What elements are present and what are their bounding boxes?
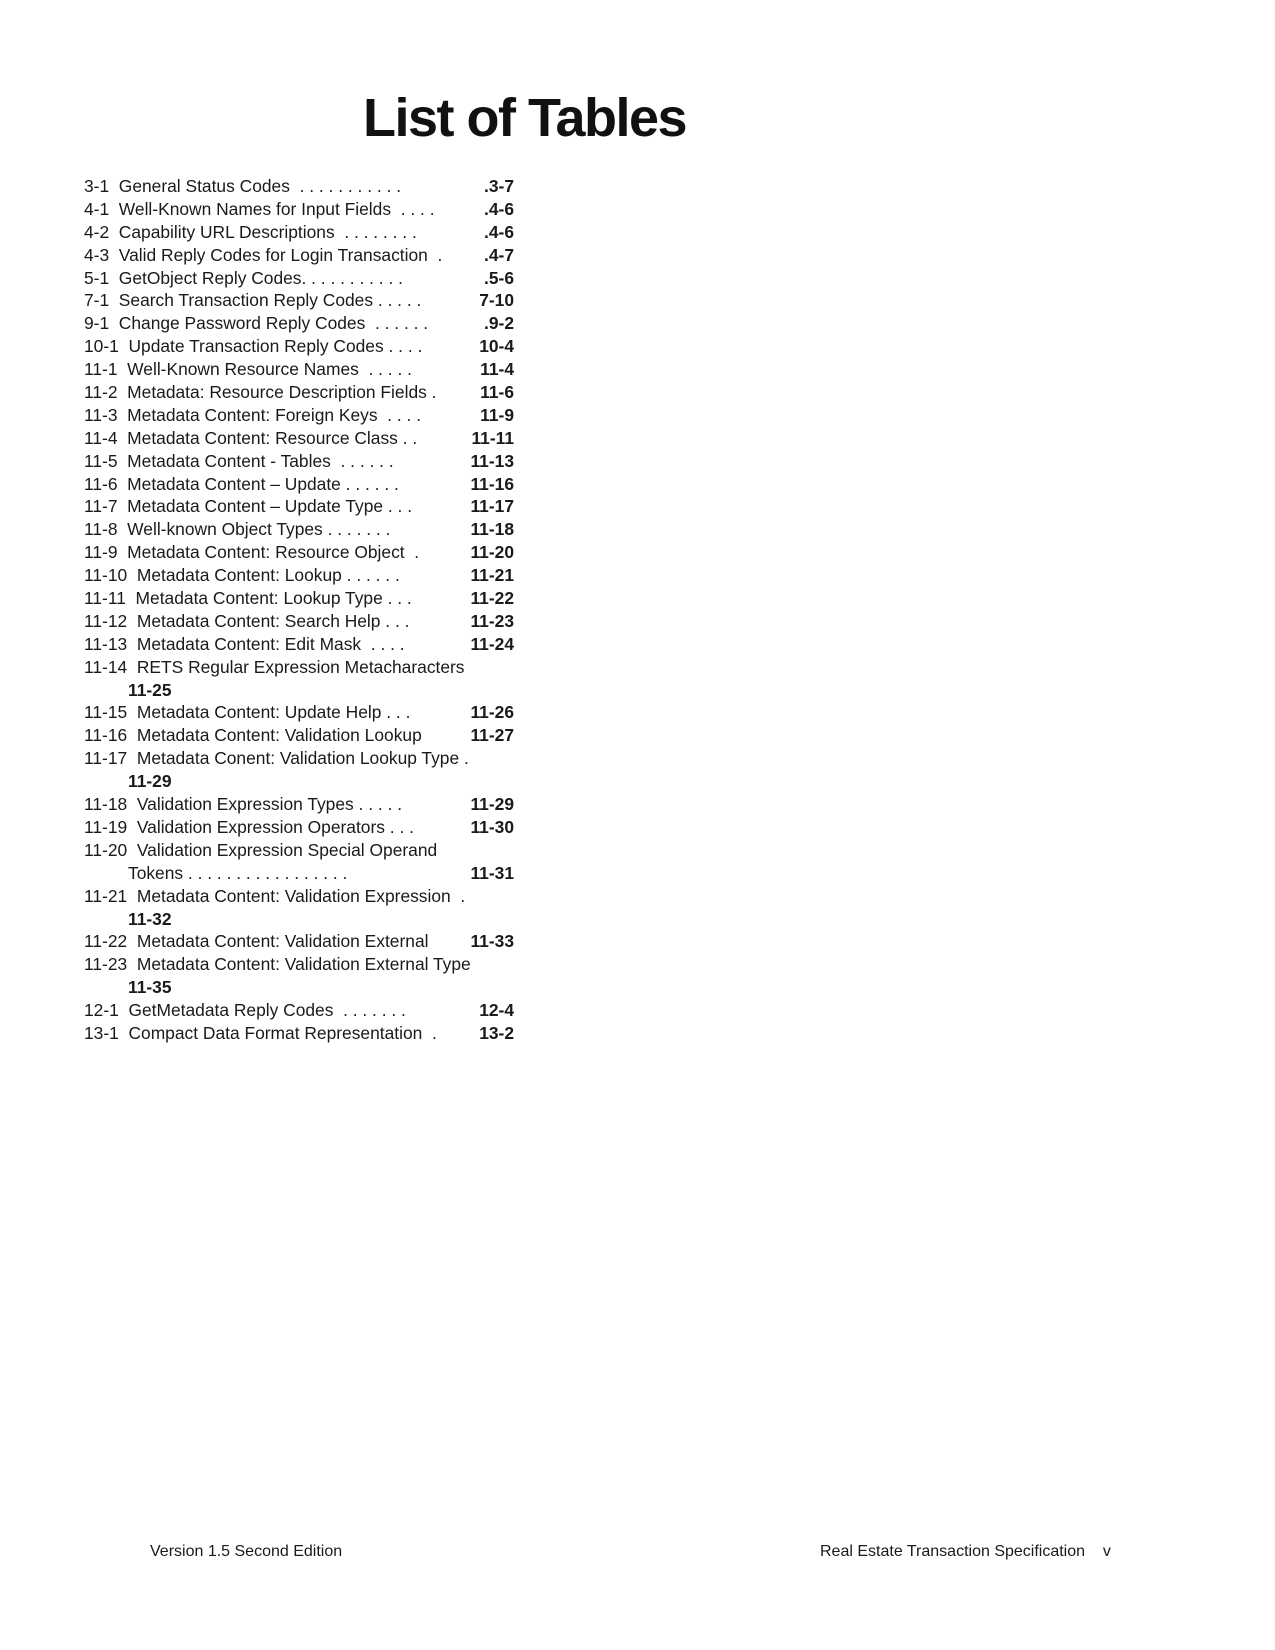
toc-entry-page-number: 11-22 (470, 588, 514, 609)
toc-entry-page-number: 11-26 (470, 702, 514, 723)
toc-entry-title: 7-1 Search Transaction Reply Codes . . . . . (84, 290, 422, 311)
toc-entry[interactable] (84, 656, 514, 679)
toc-entry[interactable] (84, 427, 514, 450)
toc-entry[interactable] (84, 358, 514, 381)
toc-entry-title: 4-2 Capability URL Descriptions . . . . . . . . (84, 221, 417, 242)
toc-entry-page-number: .4-6 (484, 221, 514, 242)
toc-entry[interactable] (84, 244, 514, 267)
toc-entry-title: 11-18 Validation Expression Types . . . . . (84, 794, 403, 815)
toc-entry-title: 11-11 Metadata Content: Lookup Type . . . (84, 588, 412, 609)
toc-entry-title: 11-3 Metadata Content: Foreign Keys . . . . (84, 404, 422, 425)
toc-entry[interactable] (84, 404, 514, 427)
toc-entry[interactable] (84, 908, 514, 931)
toc-entry-page-number: .3-7 (484, 176, 514, 196)
toc-entry-title: 11-15 Metadata Content: Update Help . . . (84, 702, 411, 723)
toc-entry[interactable] (84, 198, 514, 221)
toc-entry[interactable] (84, 679, 514, 702)
toc-entry-title: 11-9 Metadata Content: Resource Object . (84, 542, 420, 563)
toc-entry-page-number: 11-33 (470, 931, 514, 952)
toc-entry[interactable] (84, 267, 514, 290)
toc-entry-title: 4-3 Valid Reply Codes for Login Transaction . (84, 244, 443, 265)
toc-entry[interactable] (84, 747, 514, 770)
toc-entry-title: 12-1 GetMetadata Reply Codes . . . . . . . (84, 1000, 406, 1021)
toc-entry-title: 10-1 Update Transaction Reply Codes . . . . (84, 336, 423, 357)
toc-entry-page-number: 11-9 (480, 404, 514, 425)
toc-entry-page-number: 12-4 (479, 1000, 514, 1021)
toc-entry[interactable] (84, 839, 514, 862)
toc-entry-title: 5-1 GetObject Reply Codes. . . . . . . . . . . (84, 267, 403, 288)
toc-entry[interactable] (84, 816, 514, 839)
toc-entry[interactable] (84, 724, 514, 747)
toc-entry[interactable] (84, 289, 514, 312)
toc-entry[interactable] (84, 541, 514, 564)
toc-entry[interactable] (84, 495, 514, 518)
toc-entry-page-number: 11-23 (470, 610, 514, 631)
toc-entry[interactable] (84, 610, 514, 633)
toc-entry-page-number: 13-2 (479, 1022, 514, 1043)
toc-entry-page-number: 11-29 (470, 794, 514, 815)
toc-entry-page-number: 11-21 (470, 565, 514, 586)
toc-entry[interactable] (84, 564, 514, 587)
toc-entry-title: 11-4 Metadata Content: Resource Class . . (84, 427, 418, 448)
toc-entry[interactable] (84, 862, 514, 885)
toc-entry[interactable] (84, 587, 514, 610)
toc-entry-title: 3-1 General Status Codes . . . . . . . . . . . (84, 176, 402, 196)
toc-entry-page-number: 11-27 (470, 725, 514, 746)
toc-entry-title: 11-22 Metadata Content: Validation External (84, 931, 429, 952)
toc-entry-page-number: 11-25 (128, 679, 172, 700)
toc-entry[interactable] (84, 930, 514, 953)
toc-entry-page-number: .4-6 (484, 198, 514, 219)
toc-entry-title: 11-14 RETS Regular Expression Metacharacters (84, 656, 465, 677)
toc-entry-title: 11-8 Well-known Object Types . . . . . . . (84, 519, 391, 540)
toc-entry-title: 11-13 Metadata Content: Edit Mask . . . . (84, 633, 405, 654)
toc-entry-title: 11-19 Validation Expression Operators . . . (84, 816, 414, 837)
toc-entry-page-number: 11-11 (471, 427, 514, 448)
toc-entry-title: 11-17 Metadata Conent: Validation Lookup Type . (84, 748, 469, 769)
toc-entry-page-number: 11-29 (128, 771, 172, 792)
toc-entry-title: 11-21 Metadata Content: Validation Expression . (84, 885, 466, 906)
toc-entry-page-number: 7-10 (479, 290, 514, 311)
toc-entry-page-number: 11-30 (470, 816, 514, 837)
toc-entry[interactable] (84, 450, 514, 473)
toc-entry-page-number: 11-32 (128, 908, 172, 929)
toc-entry[interactable] (84, 953, 514, 976)
toc-entry[interactable] (84, 633, 514, 656)
toc-entry[interactable] (84, 175, 514, 198)
toc-entry-page-number: 11-20 (470, 542, 514, 563)
table-of-contents-list (84, 175, 514, 1045)
toc-entry-page-number: 11-24 (470, 633, 514, 654)
footer-document-title-page-number: Real Estate Transaction Specification v (820, 1543, 1111, 1560)
toc-entry[interactable] (84, 335, 514, 358)
toc-entry-page-number: 10-4 (479, 336, 514, 357)
toc-entry-page-number: 11-13 (470, 450, 514, 471)
toc-entry-title: 4-1 Well-Known Names for Input Fields . . . . (84, 198, 435, 219)
footer-edition: Version 1.5 Second Edition (150, 1543, 343, 1560)
toc-entry-page-number: 11-18 (470, 519, 514, 540)
toc-entry-title: 11-10 Metadata Content: Lookup . . . . . . (84, 565, 400, 586)
toc-entry[interactable] (84, 976, 514, 999)
toc-entry[interactable] (84, 793, 514, 816)
toc-entry-title: 11-2 Metadata: Resource Description Fields . (84, 382, 437, 403)
toc-entry[interactable] (84, 885, 514, 908)
toc-entry-title: 9-1 Change Password Reply Codes . . . . . . (84, 313, 429, 334)
toc-entry[interactable] (84, 473, 514, 496)
toc-entry[interactable] (84, 701, 514, 724)
toc-entry-title: 11-7 Metadata Content – Update Type . . . (84, 496, 413, 517)
toc-entry-page-number: .9-2 (484, 313, 514, 334)
toc-entry-title: 11-6 Metadata Content – Update . . . . . . (84, 473, 399, 494)
toc-entry-page-number: 11-17 (470, 496, 514, 517)
toc-entry-title: 11-12 Metadata Content: Search Help . . . (84, 610, 410, 631)
toc-entry[interactable] (84, 221, 514, 244)
toc-entry-title: Tokens . . . . . . . . . . . . . . . . . (128, 862, 348, 883)
toc-entry-page-number: 11-4 (480, 359, 514, 380)
toc-entry-page-number: .4-7 (484, 244, 514, 265)
toc-entry[interactable] (84, 999, 514, 1022)
toc-entry-title: 11-20 Validation Expression Special Operand (84, 839, 438, 860)
toc-entry[interactable] (84, 312, 514, 335)
toc-entry-title: 11-16 Metadata Content: Validation Lookup (84, 725, 422, 746)
toc-entry-page-number: 11-31 (470, 862, 514, 883)
toc-entry[interactable] (84, 518, 514, 541)
toc-entry-title: 13-1 Compact Data Format Representation . (84, 1022, 437, 1043)
toc-entry[interactable] (84, 381, 514, 404)
toc-entry-page-number: 11-16 (470, 473, 514, 494)
toc-entry-page-number: 11-6 (480, 382, 514, 403)
page-title: List of Tables (363, 88, 687, 148)
toc-entry-title: 11-1 Well-Known Resource Names . . . . . (84, 359, 412, 380)
toc-entry-page-number: 11-35 (128, 977, 172, 998)
toc-entry[interactable] (84, 1022, 514, 1045)
toc-entry-title: 11-23 Metadata Content: Validation External Type (84, 954, 471, 975)
toc-entry-title: 11-5 Metadata Content - Tables . . . . . . (84, 450, 394, 471)
toc-entry[interactable] (84, 770, 514, 793)
toc-entry-page-number: .5-6 (484, 267, 514, 288)
